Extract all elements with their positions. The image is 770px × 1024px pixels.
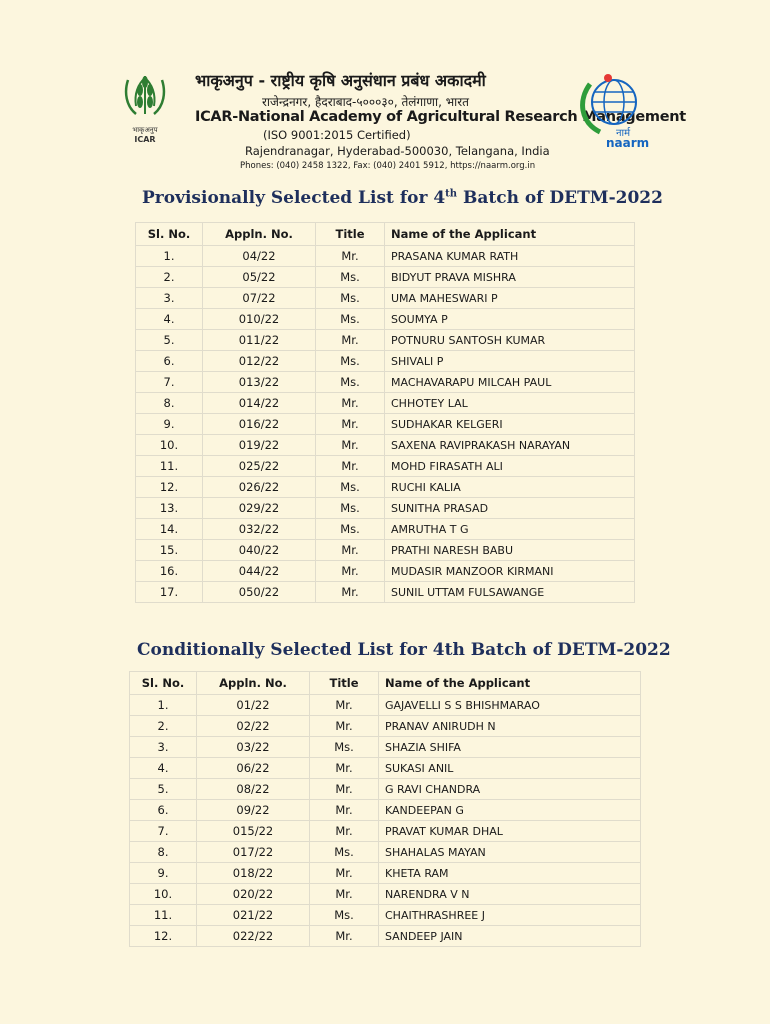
col-applicant-name: Name of the Applicant [379,672,641,695]
table-row [130,884,641,905]
hindi-address: राजेन्द्रनगर, हैदराबाद-५०००३०, तेलंगाणा, भारत [262,95,469,109]
title-cell: Mr. [316,456,385,477]
title-cell: Ms. [316,267,385,288]
sl-no-cell: 6. [130,800,197,821]
table-row [130,842,641,863]
col-appln-no: Appln. No. [203,223,316,246]
applicant-name-cell: RUCHI KALIA [385,477,635,498]
table-row [136,498,635,519]
appln-no-cell: 018/22 [197,863,310,884]
sl-no-cell: 4. [130,758,197,779]
table-row [136,351,635,372]
table-row [136,372,635,393]
appln-no-cell: 016/22 [203,414,316,435]
sl-no-cell: 3. [136,288,203,309]
applicant-name-cell: SOUMYA P [385,309,635,330]
appln-no-cell: 02/22 [197,716,310,737]
applicant-name-cell: AMRUTHA T G [385,519,635,540]
contact-info: Phones: (040) 2458 1322, Fax: (040) 2401 5912, https://naarm.org.in [240,161,536,171]
table-row [136,288,635,309]
table-row [130,758,641,779]
address: Rajendranagar, Hyderabad-500030, Telangana, India [245,144,550,158]
sl-no-cell: 11. [136,456,203,477]
col-applicant-name: Name of the Applicant [385,223,635,246]
table-row [136,393,635,414]
appln-no-cell: 021/22 [197,905,310,926]
appln-no-cell: 03/22 [197,737,310,758]
table-row [130,800,641,821]
naarm-logo-icon [570,70,650,150]
title-cell: Mr. [310,695,379,716]
appln-no-cell: 014/22 [203,393,316,414]
title-cell: Mr. [316,393,385,414]
sl-no-cell: 1. [136,246,203,267]
sl-no-cell: 7. [130,821,197,842]
table-row [136,414,635,435]
svg-text:नार्म: नार्म [616,128,631,139]
table-row [136,456,635,477]
sl-no-cell: 11. [130,905,197,926]
table-row [136,477,635,498]
conditional-list-title: Conditionally Selected List for 4th Batch of DETM-2022 [137,640,671,660]
applicant-name-cell: GAJAVELLI S S BHISHMARAO [379,695,641,716]
table-row [130,695,641,716]
title-cell: Mr. [310,926,379,947]
sl-no-cell: 9. [136,414,203,435]
sl-no-cell: 8. [130,842,197,863]
title-cell: Ms. [316,498,385,519]
conditional-list-table [129,671,641,947]
title-cell: Mr. [310,863,379,884]
title-cell: Mr. [310,884,379,905]
svg-text:naarm: naarm [606,136,650,150]
title-cell: Ms. [310,737,379,758]
appln-no-cell: 020/22 [197,884,310,905]
title-cell: Mr. [316,582,385,603]
sl-no-cell: 3. [130,737,197,758]
title-cell: Mr. [316,435,385,456]
appln-no-cell: 011/22 [203,330,316,351]
appln-no-cell: 026/22 [203,477,316,498]
applicant-name-cell: SHIVALI P [385,351,635,372]
provisional-list-title: Provisionally Selected List for 4th Batch of DETM-2022 [142,188,663,208]
letterhead [0,0,770,180]
applicant-name-cell: KHETA RAM [379,863,641,884]
applicant-name-cell: BIDYUT PRAVA MISHRA [385,267,635,288]
title-cell: Ms. [310,842,379,863]
applicant-name-cell: SUDHAKAR KELGERI [385,414,635,435]
title-cell: Ms. [310,905,379,926]
hindi-org-name: भाकृअनुप - राष्ट्रीय कृषि अनुसंधान प्रबंध अकादमी [195,71,486,90]
applicant-name-cell: UMA MAHESWARI P [385,288,635,309]
sl-no-cell: 12. [130,926,197,947]
applicant-name-cell: SHAHALAS MAYAN [379,842,641,863]
applicant-name-cell: PRANAV ANIRUDH N [379,716,641,737]
table-row [136,540,635,561]
org-name: ICAR-National Academy of Agricultural Research Management [195,109,686,125]
title-cell: Mr. [316,330,385,351]
appln-no-cell: 022/22 [197,926,310,947]
appln-no-cell: 06/22 [197,758,310,779]
icar-logo-icon [120,70,170,148]
applicant-name-cell: NARENDRA V N [379,884,641,905]
appln-no-cell: 040/22 [203,540,316,561]
title-cell: Ms. [316,288,385,309]
col-title: Title [316,223,385,246]
svg-text:भाकृअनुप: भाकृअनुप [132,126,158,134]
table-row [136,435,635,456]
sl-no-cell: 12. [136,477,203,498]
title-cell: Mr. [316,246,385,267]
title-cell: Ms. [316,519,385,540]
applicant-name-cell: SUNITHA PRASAD [385,498,635,519]
sl-no-cell: 15. [136,540,203,561]
table-row [136,246,635,267]
sl-no-cell: 5. [136,330,203,351]
table-row [136,330,635,351]
sl-no-cell: 2. [136,267,203,288]
col-title: Title [310,672,379,695]
appln-no-cell: 029/22 [203,498,316,519]
appln-no-cell: 044/22 [203,561,316,582]
appln-no-cell: 05/22 [203,267,316,288]
title-cell: Mr. [316,540,385,561]
appln-no-cell: 07/22 [203,288,316,309]
applicant-name-cell: CHHOTEY LAL [385,393,635,414]
appln-no-cell: 04/22 [203,246,316,267]
applicant-name-cell: KANDEEPAN G [379,800,641,821]
provisional-list-table [135,222,635,603]
table-row [130,779,641,800]
applicant-name-cell: PRATHI NARESH BABU [385,540,635,561]
appln-no-cell: 013/22 [203,372,316,393]
appln-no-cell: 017/22 [197,842,310,863]
sl-no-cell: 9. [130,863,197,884]
sl-no-cell: 2. [130,716,197,737]
appln-no-cell: 08/22 [197,779,310,800]
applicant-name-cell: G RAVI CHANDRA [379,779,641,800]
col-appln-no: Appln. No. [197,672,310,695]
title-cell: Mr. [316,414,385,435]
table-row [130,863,641,884]
appln-no-cell: 010/22 [203,309,316,330]
appln-no-cell: 012/22 [203,351,316,372]
col-sl-no: Sl. No. [130,672,197,695]
title-cell: Ms. [316,351,385,372]
title-cell: Ms. [316,477,385,498]
applicant-name-cell: CHAITHRASHREE J [379,905,641,926]
title-cell: Mr. [310,758,379,779]
applicant-name-cell: POTNURU SANTOSH KUMAR [385,330,635,351]
title-cell: Mr. [310,821,379,842]
title-cell: Mr. [310,800,379,821]
table-row [136,582,635,603]
title-cell: Mr. [310,716,379,737]
table-row [136,519,635,540]
applicant-name-cell: MOHD FIRASATH ALI [385,456,635,477]
table-header-row [130,672,641,695]
sl-no-cell: 1. [130,695,197,716]
table-row [136,267,635,288]
title-cell: Mr. [310,779,379,800]
svg-text:ICAR: ICAR [134,135,156,144]
sl-no-cell: 4. [136,309,203,330]
sl-no-cell: 17. [136,582,203,603]
appln-no-cell: 025/22 [203,456,316,477]
appln-no-cell: 01/22 [197,695,310,716]
applicant-name-cell: SANDEEP JAIN [379,926,641,947]
sl-no-cell: 5. [130,779,197,800]
sl-no-cell: 13. [136,498,203,519]
appln-no-cell: 09/22 [197,800,310,821]
table-row [130,905,641,926]
applicant-name-cell: SUKASI ANIL [379,758,641,779]
applicant-name-cell: SUNIL UTTAM FULSAWANGE [385,582,635,603]
applicant-name-cell: SAXENA RAVIPRAKASH NARAYAN [385,435,635,456]
sl-no-cell: 8. [136,393,203,414]
table-row [136,561,635,582]
applicant-name-cell: MACHAVARAPU MILCAH PAUL [385,372,635,393]
title-cell: Mr. [316,561,385,582]
appln-no-cell: 015/22 [197,821,310,842]
applicant-name-cell: SHAZIA SHIFA [379,737,641,758]
sl-no-cell: 7. [136,372,203,393]
table-row [130,926,641,947]
sl-no-cell: 10. [136,435,203,456]
sl-no-cell: 6. [136,351,203,372]
table-row [130,821,641,842]
table-row [130,737,641,758]
table-header-row [136,223,635,246]
applicant-name-cell: PRAVAT KUMAR DHAL [379,821,641,842]
table-row [130,716,641,737]
col-sl-no: Sl. No. [136,223,203,246]
appln-no-cell: 032/22 [203,519,316,540]
title-cell: Ms. [316,309,385,330]
applicant-name-cell: MUDASIR MANZOOR KIRMANI [385,561,635,582]
sl-no-cell: 14. [136,519,203,540]
iso-certification: (ISO 9001:2015 Certified) [263,128,411,142]
applicant-name-cell: PRASANA KUMAR RATH [385,246,635,267]
appln-no-cell: 019/22 [203,435,316,456]
appln-no-cell: 050/22 [203,582,316,603]
title-cell: Ms. [316,372,385,393]
sl-no-cell: 10. [130,884,197,905]
table-row [136,309,635,330]
sl-no-cell: 16. [136,561,203,582]
